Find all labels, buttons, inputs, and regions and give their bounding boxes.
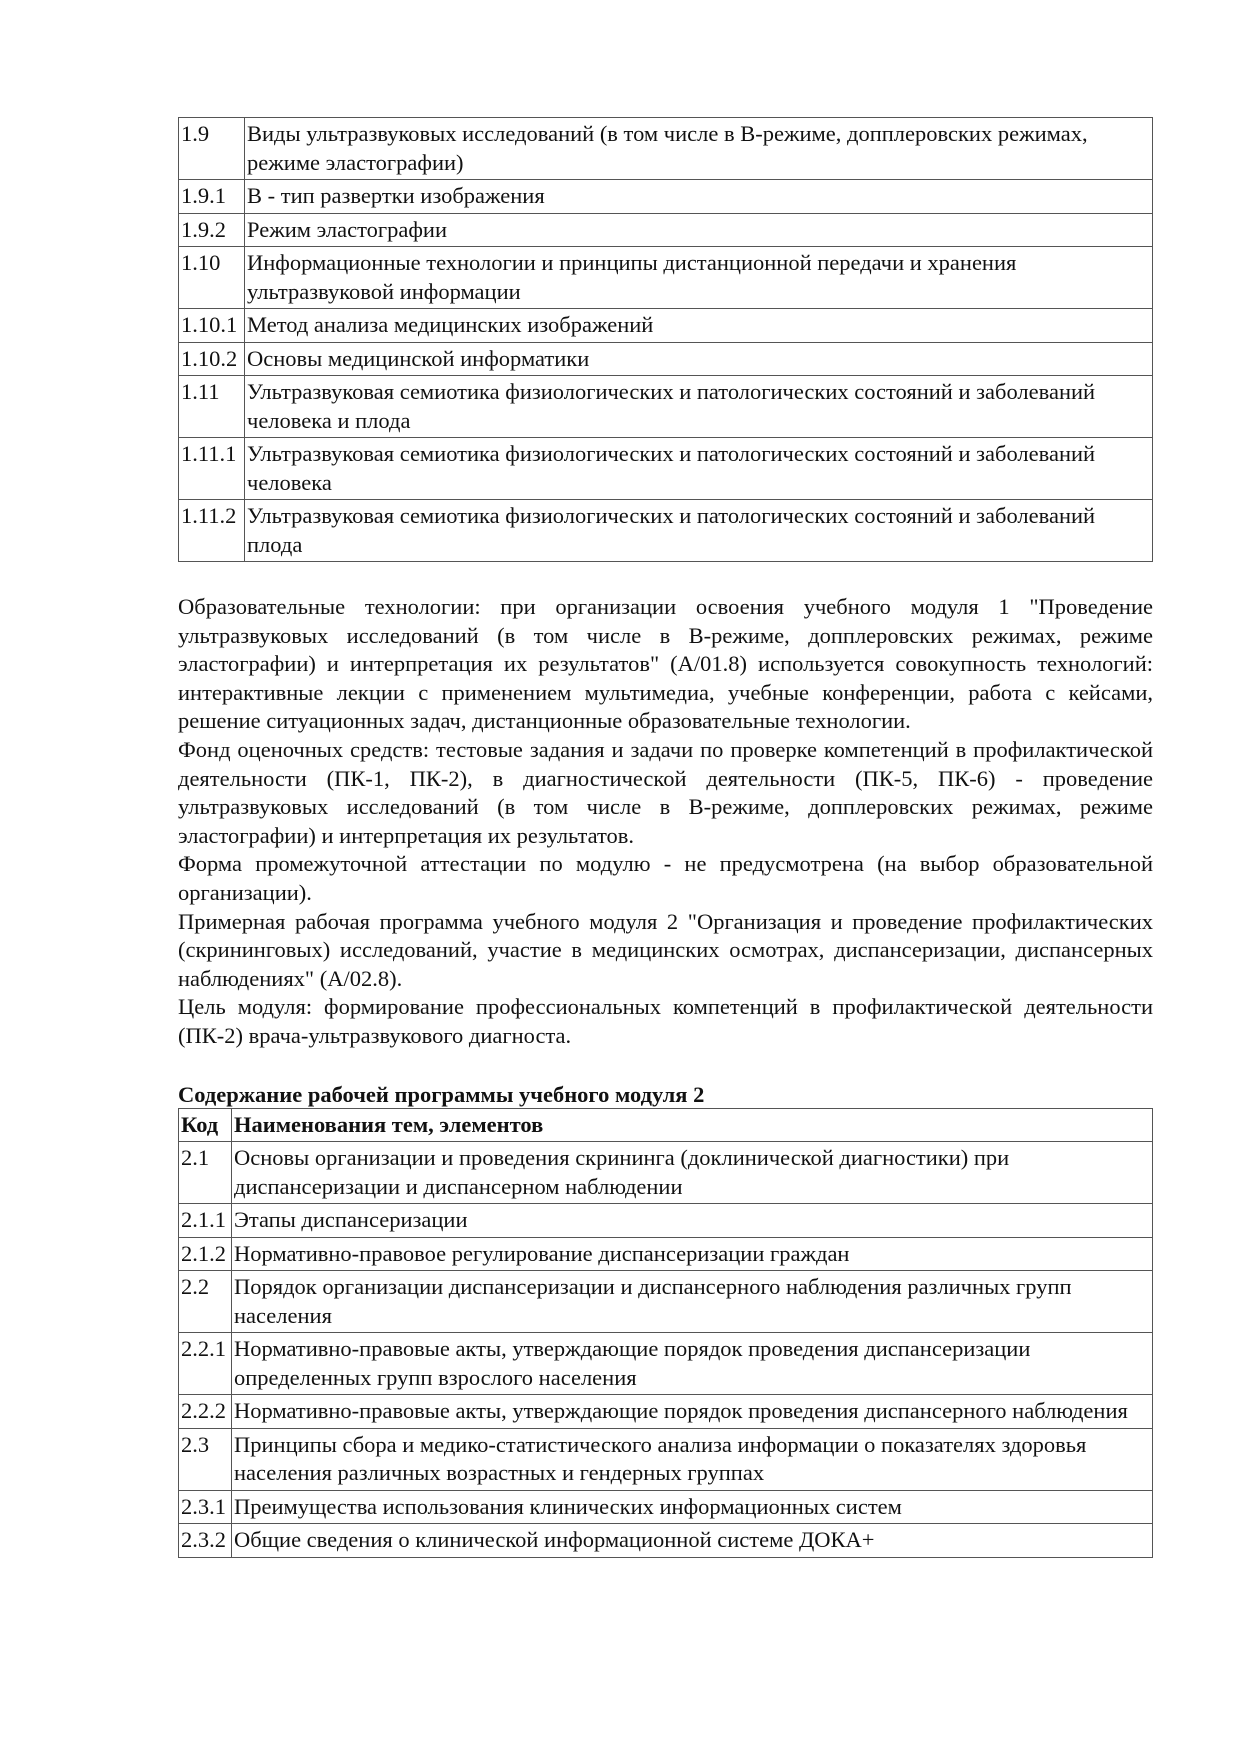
table-row: [179, 247, 1153, 309]
topic-code: 2.1: [179, 1142, 232, 1204]
table-row: [179, 1237, 1153, 1271]
table-row: [179, 1142, 1153, 1204]
topic-title: Метод анализа медицинских изображений: [245, 309, 1153, 343]
column-header-code: Код: [179, 1108, 232, 1142]
topic-title: Виды ультразвуковых исследований (в том числе в В-режиме, допплеровских режимах, режиме эластографии): [245, 118, 1153, 180]
topic-title: Принципы сбора и медико-статистического анализа информации о показателях здоровья населения различных возрастных и гендерных группах: [232, 1428, 1153, 1490]
topic-code: 1.9.2: [179, 213, 245, 247]
paragraph-educational-technologies: Образовательные технологии: при организации освоения учебного модуля 1 "Проведение ультразвуковых исследований (в том числе в В-режиме, допплеровских режимах, режиме эластографии) и интерпретация их результатов" (А/01.8) используется совокупность технологий: интерактивные лекции с применением мультимедиа, учебные конференции, работа с кейсами, решение ситуационных задач, дистанционные образовательные технологии.: [178, 594, 1153, 734]
topic-code: 1.11.1: [179, 438, 245, 500]
section-heading: Содержание рабочей программы учебного модуля 2: [178, 1081, 705, 1107]
topic-code: 2.1.1: [179, 1204, 232, 1238]
table-row: [179, 500, 1153, 562]
paragraph-assessment-fund: Фонд оценочных средств: тестовые задания и задачи по проверке компетенций в профилактической деятельности (ПК-1, ПК-2), в диагностической деятельности (ПК-5, ПК-6) - проведение ультразвуковых исследований (в том числе в В-режиме, допплеровских режимах, режиме эластографии) и интерпретация их результатов.: [178, 736, 1153, 848]
topic-title: В - тип развертки изображения: [245, 180, 1153, 214]
topic-code: 2.2.2: [179, 1395, 232, 1429]
table-row: [179, 118, 1153, 180]
module2-topics-table: [178, 1108, 1153, 1558]
table-row: [179, 1490, 1153, 1524]
table-row: [179, 1428, 1153, 1490]
table-row: [179, 1333, 1153, 1395]
paragraph-module-goal: Цель модуля: формирование профессиональных компетенций в профилактической деятельности (ПК-2) врача-ультразвукового диагноста.: [178, 994, 1153, 1048]
paragraph-attestation-form: Форма промежуточной аттестации по модулю - не предусмотрена (на выбор образовательной организации).: [178, 851, 1153, 905]
table-row: [179, 1204, 1153, 1238]
table-row: [179, 342, 1153, 376]
topic-title: Ультразвуковая семиотика физиологических и патологических состояний и заболеваний плода: [245, 500, 1153, 562]
column-header-title: Наименования тем, элементов: [232, 1108, 1153, 1142]
table-row: [179, 1271, 1153, 1333]
topic-title: Общие сведения о клинической информационной системе ДОКА+: [232, 1524, 1153, 1558]
topic-code: 1.11: [179, 376, 245, 438]
table-row: [179, 376, 1153, 438]
topic-title: Ультразвуковая семиотика физиологических и патологических состояний и заболеваний человека: [245, 438, 1153, 500]
topic-code: 2.3.1: [179, 1490, 232, 1524]
topic-title: Нормативно-правовые акты, утверждающие порядок проведения диспансерного наблюдения: [232, 1395, 1153, 1429]
topic-title: Режим эластографии: [245, 213, 1153, 247]
topic-title: Порядок организации диспансеризации и диспансерного наблюдения различных групп населения: [232, 1271, 1153, 1333]
topic-title: Основы медицинской информатики: [245, 342, 1153, 376]
table-row: [179, 180, 1153, 214]
paragraph-module2-program: Примерная рабочая программа учебного модуля 2 "Организация и проведение профилактических (скрининговых) исследований, участие в медицинских осмотрах, диспансеризации, диспансерных наблюдениях" (А/02.8).: [178, 908, 1153, 991]
table-header-row: [179, 1108, 1153, 1142]
topic-code: 1.10: [179, 247, 245, 309]
body-text: [178, 593, 1153, 1051]
module1-topics-table: [178, 117, 1153, 562]
topic-code: 2.1.2: [179, 1237, 232, 1271]
table-row: [179, 1524, 1153, 1558]
topic-code: 1.10.2: [179, 342, 245, 376]
table-row: [179, 309, 1153, 343]
topic-title: Информационные технологии и принципы дистанционной передачи и хранения ультразвуковой информации: [245, 247, 1153, 309]
topic-code: 2.3: [179, 1428, 232, 1490]
topic-title: Этапы диспансеризации: [232, 1204, 1153, 1238]
topic-title: Нормативно-правовое регулирование диспансеризации граждан: [232, 1237, 1153, 1271]
topic-title: Нормативно-правовые акты, утверждающие порядок проведения диспансеризации определенных групп взрослого населения: [232, 1333, 1153, 1395]
topic-code: 1.9.1: [179, 180, 245, 214]
topic-title: Ультразвуковая семиотика физиологических и патологических состояний и заболеваний человека и плода: [245, 376, 1153, 438]
topic-code: 1.11.2: [179, 500, 245, 562]
document-page: [178, 117, 1153, 1558]
topic-code: 2.2: [179, 1271, 232, 1333]
topic-title: Основы организации и проведения скрининга (доклинической диагностики) при диспансеризации и диспансерном наблюдении: [232, 1142, 1153, 1204]
table-row: [179, 438, 1153, 500]
topic-title: Преимущества использования клинических информационных систем: [232, 1490, 1153, 1524]
table-row: [179, 213, 1153, 247]
topic-code: 1.10.1: [179, 309, 245, 343]
topic-code: 1.9: [179, 118, 245, 180]
topic-code: 2.3.2: [179, 1524, 232, 1558]
table-row: [179, 1395, 1153, 1429]
topic-code: 2.2.1: [179, 1333, 232, 1395]
